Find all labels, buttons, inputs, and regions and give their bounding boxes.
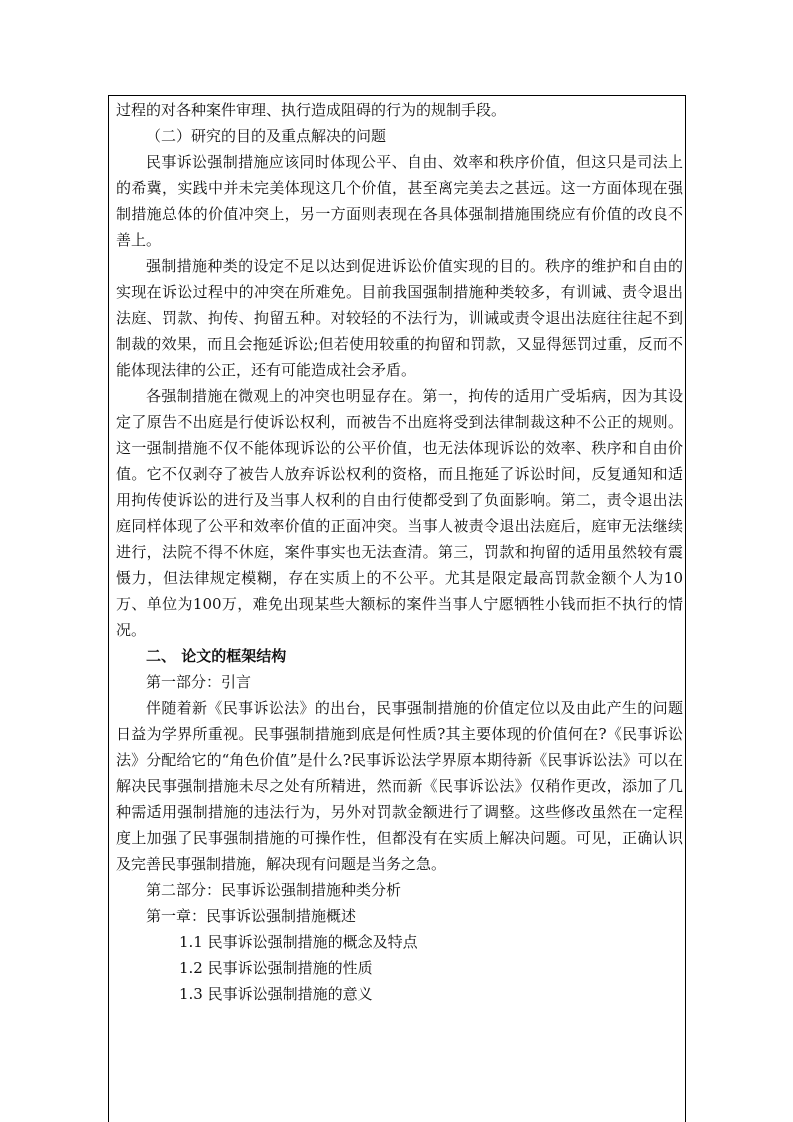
- continued-line: 过程的对各种案件审理、执行造成阻碍的行为的规制手段。: [116, 101, 507, 119]
- paragraph: 强制措施种类的设定不足以达到促进诉讼价值实现的目的。秩序的维护和自由的实现在诉讼过程中的冲突在所难免。目前我国强制措施种类较多，有训诫、责令退出法庭、罚款、拘传、拘留五种。对较轻的不法行为，训诫或责令退出法庭往往起不到制裁的效果，而且会拖延诉讼;但若使用较重的拘留和罚款，又显得惩罚过重，反而不能体现法律的公正，还有可能造成社会矛盾。: [116, 257, 683, 379]
- outline-item: 1.2 民事诉讼强制措施的性质: [179, 959, 373, 977]
- section-heading-purpose: （二）研究的目的及重点解决的问题: [146, 127, 387, 145]
- paragraph: 民事诉讼强制措施应该同时体现公平、自由、效率和秩序价值，但这只是司法上的希冀，实践中并未完美体现这几个价值，甚至离完美去之甚远。这一方面体现在强制措施总体的价值冲突上，另一方面则表现在各具体强制措施围绕应有价值的改良不善上。: [116, 153, 683, 249]
- paragraph: 各强制措施在微观上的冲突也明显存在。第一，拘传的适用广受垢病，因为其设定了原告不出庭是行使诉讼权利，而被告不出庭将受到法律制裁这种不公正的规则。这一强制措施不仅不能体现诉讼的公平价值，也无法体现诉讼的效率、秩序和自由价值。它不仅剥夺了被告人放弃诉讼权利的资格，而且拖延了诉讼时间，反复通知和适用拘传使诉讼的进行及当事人权利的自由行使都受到了负面影响。第二，责令退出法庭同样体现了公平和效率价值的正面冲突。当事人被责令退出法庭后，庭审无法继续进行，法院不得不休庭，案件事实也无法查清。第三，罚款和拘留的适用虽然较有震慑力，但法律规定模糊，存在实质上的不公平。尤其是限定最高罚款金额个人为10万、单位为100万，难免出现某些大额标的案件当事人宁愿牺牲小钱而拒不执行的情况。: [116, 387, 683, 639]
- outline-item: 1.3 民事诉讼强制措施的意义: [179, 985, 373, 1003]
- document-body: [116, 97, 683, 1007]
- framework-heading: 二、 论文的框架结构: [146, 647, 287, 665]
- chapter1-heading: 第一章：民事诉讼强制措施概述: [146, 907, 357, 925]
- part1-heading: 第一部分：引言: [146, 673, 252, 691]
- paragraph: 伴随着新《民事诉讼法》的出台，民事强制措施的价值定位以及由此产生的问题日益为学界所重视。民事强制措施到底是何性质?其主要体现的价值何在?《民事诉讼法》分配给它的“角色价值”是什么?民事诉讼法学界原本期待新《民事诉讼法》可以在解决民事强制措施未尽之处有所精进，然而新《民事诉讼法》仅稍作更改，添加了几种需适用强制措施的违法行为，另外对罚款金额进行了调整。这些修改虽然在一定程度上加强了民事强制措施的可操作性，但都没有在实质上解决问题。可见，正确认识及完善民事强制措施，解决现有问题是当务之急。: [116, 699, 683, 873]
- part2-heading: 第二部分：民事诉讼强制措施种类分析: [146, 881, 402, 899]
- outline-item: 1.1 民事诉讼强制措施的概念及特点: [179, 933, 418, 951]
